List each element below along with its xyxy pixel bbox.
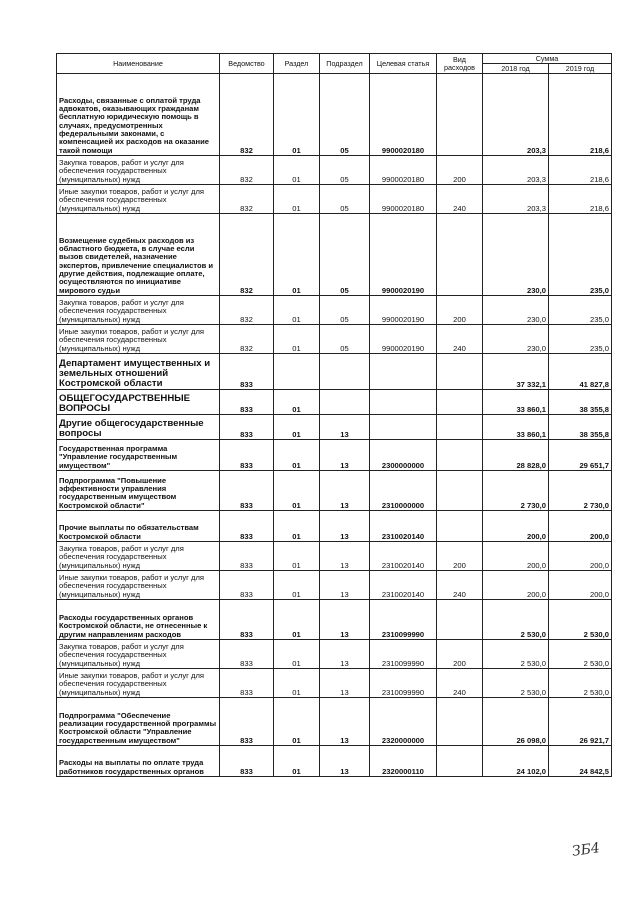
row-section: 01 [274,325,320,354]
row-section: 01 [274,390,320,415]
row-subsection [320,390,370,415]
row-section: 01 [274,440,320,471]
row-target: 2310020140 [370,511,437,542]
row-dept: 832 [220,296,274,325]
row-exptype [437,440,483,471]
row-name: Другие общегосударственные вопросы [57,415,220,440]
row-section [274,354,320,390]
row-sum-2018: 28 828,0 [483,440,549,471]
row-dept: 833 [220,390,274,415]
row-target: 2310099990 [370,640,437,669]
row-name: ОБЩЕГОСУДАРСТВЕННЫЕ ВОПРОСЫ [57,390,220,415]
row-dept: 833 [220,600,274,640]
row-sum-2018: 2 530,0 [483,600,549,640]
row-exptype [437,354,483,390]
header-exptype: Вид расходов [437,54,483,74]
table-row [57,511,612,542]
row-name: Иные закупки товаров, работ и услуг для обеспечения государственных (муниципальных) нужд [57,185,220,214]
table-row [57,296,612,325]
row-name: Подпрограмма "Повышение эффективности управления государственным имуществом Костромской области" [57,471,220,511]
row-sum-2018: 200,0 [483,571,549,600]
row-dept: 832 [220,214,274,296]
row-sum-2019: 218,6 [549,156,612,185]
row-sum-2019: 2 530,0 [549,669,612,698]
row-exptype: 240 [437,325,483,354]
row-section: 01 [274,511,320,542]
table-row [57,571,612,600]
row-section: 01 [274,600,320,640]
header-subsection: Подраздел [320,54,370,74]
row-name: Закупка товаров, работ и услуг для обеспечения государственных (муниципальных) нужд [57,542,220,571]
table-row [57,698,612,746]
row-sum-2019: 218,6 [549,74,612,156]
table-row [57,600,612,640]
row-section: 01 [274,214,320,296]
row-section: 01 [274,296,320,325]
row-dept: 832 [220,325,274,354]
row-target: 2310020140 [370,542,437,571]
table-row [57,354,612,390]
row-target: 9900020180 [370,74,437,156]
row-dept: 833 [220,571,274,600]
row-sum-2018: 230,0 [483,296,549,325]
header-dept: Ведомство [220,54,274,74]
table-row [57,440,612,471]
row-section: 01 [274,669,320,698]
row-sum-2019: 200,0 [549,542,612,571]
row-subsection: 05 [320,74,370,156]
row-subsection: 05 [320,296,370,325]
row-section: 01 [274,415,320,440]
row-dept: 833 [220,415,274,440]
row-subsection: 05 [320,156,370,185]
row-subsection: 13 [320,440,370,471]
row-exptype [437,698,483,746]
row-sum-2019: 200,0 [549,571,612,600]
row-section: 01 [274,571,320,600]
row-dept: 833 [220,354,274,390]
row-sum-2018: 203,3 [483,185,549,214]
row-dept: 833 [220,471,274,511]
row-dept: 832 [220,74,274,156]
row-subsection: 13 [320,471,370,511]
row-exptype: 240 [437,669,483,698]
row-sum-2018: 2 530,0 [483,669,549,698]
header-name: Наименование [57,54,220,74]
row-sum-2018: 37 332,1 [483,354,549,390]
row-sum-2018: 203,3 [483,156,549,185]
row-dept: 833 [220,542,274,571]
row-exptype: 240 [437,185,483,214]
row-section: 01 [274,698,320,746]
row-sum-2019: 218,6 [549,185,612,214]
row-sum-2018: 24 102,0 [483,746,549,777]
table-row [57,640,612,669]
row-section: 01 [274,156,320,185]
row-name: Иные закупки товаров, работ и услуг для обеспечения государственных (муниципальных) нужд [57,669,220,698]
row-sum-2018: 203,3 [483,74,549,156]
table-row [57,74,612,156]
table-row [57,156,612,185]
row-sum-2019: 235,0 [549,214,612,296]
row-sum-2019: 38 355,8 [549,390,612,415]
header-target: Целевая статья [370,54,437,74]
row-sum-2018: 2 730,0 [483,471,549,511]
row-target [370,390,437,415]
row-exptype [437,214,483,296]
table-row [57,415,612,440]
row-section: 01 [274,471,320,511]
row-sum-2018: 230,0 [483,214,549,296]
row-subsection: 13 [320,542,370,571]
table-row [57,185,612,214]
row-name: Закупка товаров, работ и услуг для обеспечения государственных (муниципальных) нужд [57,156,220,185]
row-target [370,354,437,390]
row-subsection: 05 [320,325,370,354]
row-target: 2310099990 [370,669,437,698]
table-row [57,471,612,511]
row-name: Возмещение судебных расходов из областного бюджета, в случае если вызов свидетелей, назначение экспертов, привлечение специалистов и другие действия, подлежащие оплате, осуществляются по инициативе мирового судьи [57,214,220,296]
row-sum-2019: 24 842,5 [549,746,612,777]
row-subsection: 05 [320,214,370,296]
row-exptype [437,415,483,440]
row-target: 9900020190 [370,296,437,325]
row-sum-2018: 33 860,1 [483,415,549,440]
row-dept: 832 [220,156,274,185]
row-sum-2019: 38 355,8 [549,415,612,440]
row-name: Департамент имущественных и земельных отношений Костромской области [57,354,220,390]
row-section: 01 [274,640,320,669]
row-subsection: 13 [320,511,370,542]
table-row [57,390,612,415]
row-exptype [437,390,483,415]
row-name: Расходы государственных органов Костромской области, не отнесенные к другим направлениям расходов [57,600,220,640]
row-dept: 832 [220,185,274,214]
row-subsection: 13 [320,746,370,777]
table-body [57,74,612,777]
table-row [57,746,612,777]
row-name: Подпрограмма "Обеспечение реализации государственной программы Костромской области "Управление государственным имуществом" [57,698,220,746]
row-subsection: 13 [320,640,370,669]
row-target: 2320000000 [370,698,437,746]
row-subsection: 13 [320,571,370,600]
row-name: Расходы на выплаты по оплате труда работников государственных органов [57,746,220,777]
row-name: Иные закупки товаров, работ и услуг для обеспечения государственных (муниципальных) нужд [57,571,220,600]
row-sum-2019: 26 921,7 [549,698,612,746]
row-target: 9900020190 [370,325,437,354]
header-year-2018: 2018 год [483,64,549,74]
row-subsection [320,354,370,390]
row-name: Государственная программа "Управление государственным имуществом" [57,440,220,471]
row-sum-2019: 235,0 [549,325,612,354]
row-exptype: 240 [437,571,483,600]
row-section: 01 [274,185,320,214]
budget-table [56,53,612,777]
row-sum-2019: 2 730,0 [549,471,612,511]
row-sum-2018: 200,0 [483,542,549,571]
row-section: 01 [274,74,320,156]
row-target: 9900020180 [370,156,437,185]
row-dept: 833 [220,511,274,542]
row-name: Прочие выплаты по обязательствам Костромской области [57,511,220,542]
header-sum: Сумма [483,54,612,64]
table-row [57,669,612,698]
row-name: Расходы, связанные с оплатой труда адвокатов, оказывающих гражданам бесплатную юридическую помощь в случаях, предусмотренных федеральными законами, с компенсацией их расходов на оказание такой помощи [57,74,220,156]
table-row [57,325,612,354]
row-subsection: 13 [320,600,370,640]
row-sum-2019: 2 530,0 [549,600,612,640]
row-target: 2320000110 [370,746,437,777]
row-exptype [437,511,483,542]
row-target [370,415,437,440]
row-exptype [437,600,483,640]
row-exptype: 200 [437,296,483,325]
table-row [57,214,612,296]
row-subsection: 13 [320,669,370,698]
row-dept: 833 [220,640,274,669]
row-exptype: 200 [437,542,483,571]
row-sum-2018: 230,0 [483,325,549,354]
row-section: 01 [274,542,320,571]
row-sum-2019: 41 827,8 [549,354,612,390]
row-sum-2019: 2 530,0 [549,640,612,669]
row-dept: 833 [220,698,274,746]
row-dept: 833 [220,440,274,471]
row-target: 2310099990 [370,600,437,640]
row-target: 9900020180 [370,185,437,214]
handwritten-page-number: ЗБ4 [571,840,601,860]
header-year-2019: 2019 год [549,64,612,74]
row-sum-2018: 33 860,1 [483,390,549,415]
row-target: 2310000000 [370,471,437,511]
header-section: Раздел [274,54,320,74]
row-subsection: 13 [320,415,370,440]
row-subsection: 13 [320,698,370,746]
row-name: Закупка товаров, работ и услуг для обеспечения государственных (муниципальных) нужд [57,640,220,669]
row-target: 2310020140 [370,571,437,600]
row-subsection: 05 [320,185,370,214]
row-sum-2018: 26 098,0 [483,698,549,746]
row-exptype: 200 [437,640,483,669]
row-exptype [437,746,483,777]
row-dept: 833 [220,669,274,698]
row-sum-2018: 200,0 [483,511,549,542]
row-sum-2019: 29 651,7 [549,440,612,471]
row-exptype [437,471,483,511]
row-section: 01 [274,746,320,777]
row-name: Иные закупки товаров, работ и услуг для обеспечения государственных (муниципальных) нужд [57,325,220,354]
row-dept: 833 [220,746,274,777]
row-sum-2018: 2 530,0 [483,640,549,669]
table-row [57,542,612,571]
row-exptype [437,74,483,156]
row-target: 9900020190 [370,214,437,296]
row-sum-2019: 235,0 [549,296,612,325]
row-exptype: 200 [437,156,483,185]
row-sum-2019: 200,0 [549,511,612,542]
row-name: Закупка товаров, работ и услуг для обеспечения государственных (муниципальных) нужд [57,296,220,325]
row-target: 2300000000 [370,440,437,471]
